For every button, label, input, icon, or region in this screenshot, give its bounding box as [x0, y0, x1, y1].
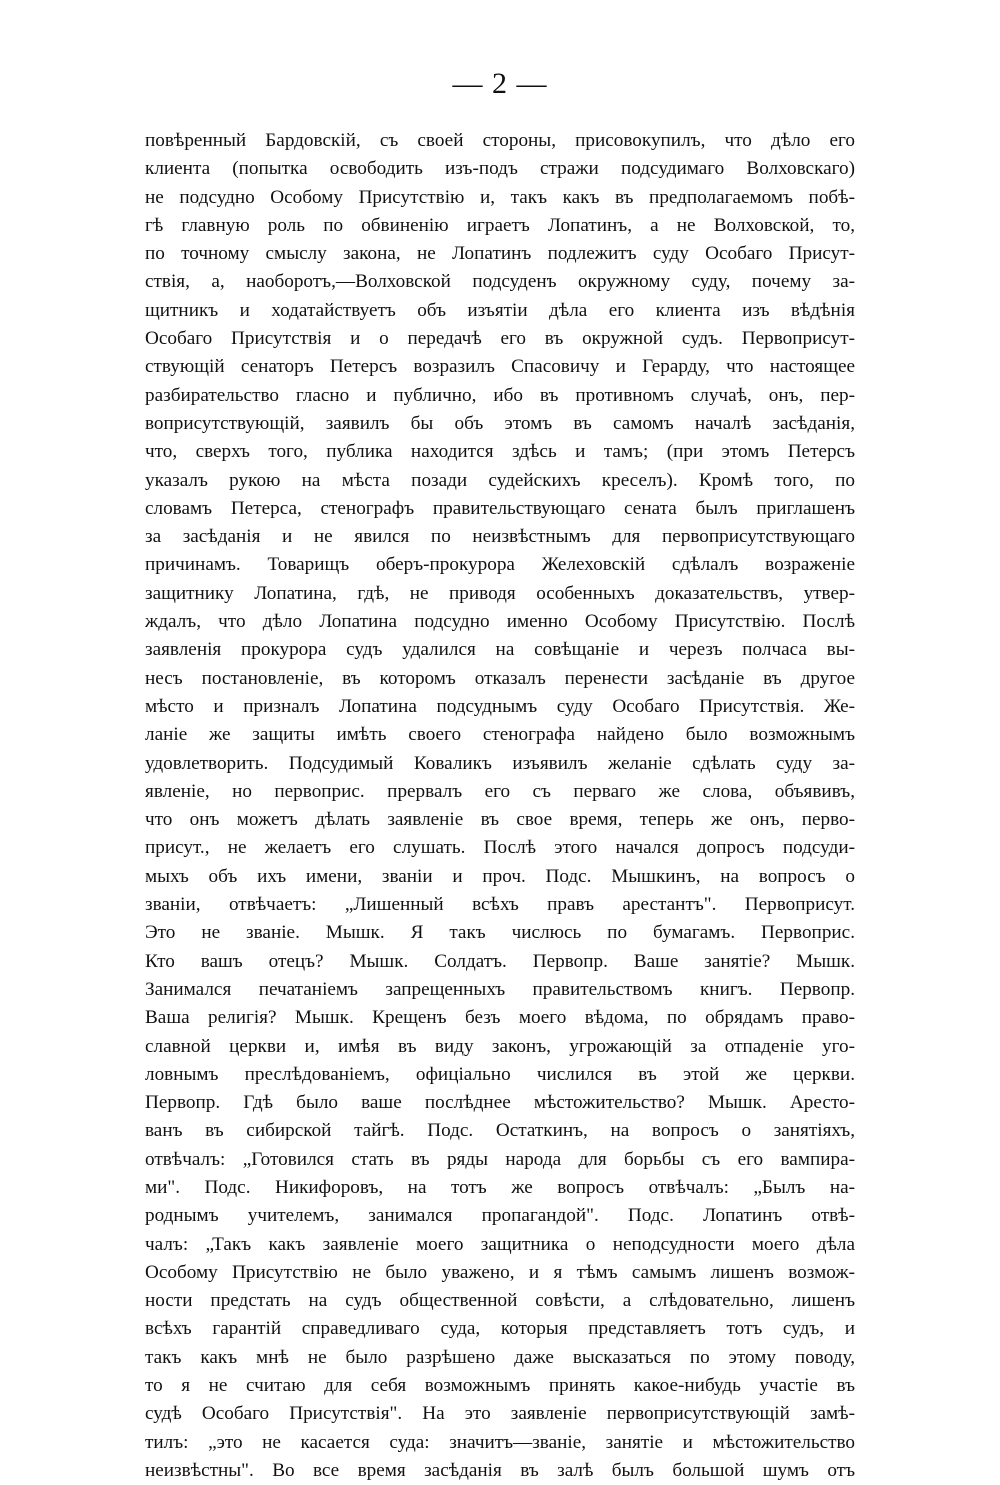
text-line-31: Занимался печатаніемъ запрещенныхъ правительствомъ книгъ. Первопр.	[145, 978, 855, 1000]
text-line-1: повѣренный Бардовскій, съ своей стороны, присовокупилъ, что дѣло его	[145, 130, 855, 151]
text-line-24: явленіе, но первоприс. прервалъ его съ перваго же слова, объявивъ,	[145, 780, 855, 802]
text-line-6: ствія, а, наоборотъ,—Волховской подсуденъ окружному суду, почему за-	[145, 271, 855, 293]
text-line-25: что онъ можетъ дѣлать заявленіе въ свое время, теперь же онъ, перво-	[145, 809, 855, 831]
text-line-28: званіи, отвѣчаетъ: „Лишенный всѣхъ правъ арестантъ". Первоприсут.	[145, 894, 855, 916]
text-line-15: за засѣданія и не явился по неизвѣстнымъ для первоприсутствующаго	[145, 526, 855, 548]
text-line-43: всѣхъ гарантій справедливаго суда, которыя представляетъ тотъ судъ, и	[145, 1318, 855, 1340]
text-line-41: Особому Присутствію не было уважено, и я тѣмъ самымъ лишенъ возмож-	[145, 1261, 855, 1283]
text-line-26: присут., не желаетъ его слушать. Послѣ этого начался допросъ подсуди-	[145, 837, 855, 859]
text-line-40: чалъ: „Такъ какъ заявленіе моего защитника о неподсудности моего дѣла	[145, 1233, 855, 1255]
text-line-16: причинамъ. Товарищъ оберъ-прокурора Желеховскій сдѣлалъ возраженіе	[145, 554, 855, 576]
text-line-5: по точному смыслу закона, не Лопатинъ подлежитъ суду Особаго Присут-	[145, 243, 855, 265]
text-line-44: такъ какъ мнѣ не было разрѣшено даже высказаться по этому поводу,	[145, 1346, 855, 1368]
text-line-32: Ваша религія? Мышк. Крещенъ безъ моего вѣдома, по обрядамъ право-	[145, 1007, 855, 1029]
text-line-47: тилъ: „это не касается суда: значитъ—званіе, занятіе и мѣстожительство	[145, 1431, 855, 1453]
text-line-39: роднымъ учителемъ, занимался пропагандой". Подс. Лопатинъ отвѣ-	[145, 1205, 855, 1227]
text-line-42: ности предстать на судъ общественной совѣсти, а слѣдовательно, лишенъ	[145, 1290, 855, 1312]
text-line-45: то я не считаю для себя возможнымъ принять какое-нибудь участіе въ	[145, 1375, 855, 1397]
body-text	[145, 127, 855, 1485]
text-line-9: ствующій сенаторъ Петерсъ возразилъ Спасовичу и Герарду, что настоящее	[145, 356, 855, 378]
text-line-48: неизвѣстны". Во все время засѣданія въ залѣ былъ большой шумъ отъ	[145, 1459, 855, 1481]
text-line-3: не подсудно Особому Присутствію и, такъ какъ въ предполагаемомъ побѣ-	[145, 186, 855, 208]
text-line-11: воприсутствующій, заявилъ бы объ этомъ въ самомъ началѣ засѣданія,	[145, 412, 855, 434]
text-line-19: заявленія прокурора судъ удалился на совѣщаніе и черезъ полчаса вы-	[145, 639, 855, 661]
text-line-20: несъ постановленіе, въ которомъ отказалъ перенести засѣданіе въ другое	[145, 667, 855, 689]
text-line-22: ланіе же защиты имѣть своего стенографа найдено было возможнымъ	[145, 724, 855, 746]
text-line-4: гѣ главную роль по обвиненію играетъ Лопатинъ, а не Волховской, то,	[145, 214, 855, 236]
text-line-27: мыхъ объ ихъ имени, званіи и проч. Подс. Мышкинъ, на вопросъ о	[145, 865, 855, 887]
text-line-37: отвѣчалъ: „Готовился стать въ ряды народа для борьбы съ его вампира-	[145, 1148, 855, 1170]
text-line-12: что, сверхъ того, публика находится здѣсь и тамъ; (при этомъ Петерсъ	[145, 441, 855, 463]
page-number: — 2 —	[452, 67, 548, 100]
text-line-30: Кто вашъ отецъ? Мышк. Солдатъ. Первопр. Ваше занятіе? Мышк.	[145, 950, 855, 972]
text-line-36: ванъ въ сибирской тайгѣ. Подс. Остаткинъ, на вопросъ о занятіяхъ,	[145, 1120, 855, 1142]
text-line-34: ловнымъ преслѣдованіемъ, офиціально числился въ этой же церкви.	[145, 1063, 855, 1085]
text-line-35: Первопр. Гдѣ было ваше послѣднее мѣстожительство? Мышк. Аресто-	[145, 1092, 855, 1114]
text-line-38: ми". Подс. Никифоровъ, на тотъ же вопросъ отвѣчалъ: „Былъ на-	[145, 1176, 855, 1198]
text-line-46: судѣ Особаго Присутствія". На это заявленіе первоприсутствующій замѣ-	[145, 1403, 855, 1425]
text-line-10: разбирательство гласно и публично, ибо въ противномъ случаѣ, онъ, пер-	[145, 384, 855, 406]
text-line-8: Особаго Присутствія и о передачѣ его въ окружной судъ. Первоприсут-	[145, 328, 855, 350]
text-line-7: щитникъ и ходатайствуетъ объ изъятіи дѣла его клиента изъ вѣдѣнія	[145, 299, 855, 321]
text-line-23: удовлетворить. Подсудимый Коваликъ изъявилъ желаніе сдѣлать суду за-	[145, 752, 855, 774]
text-line-17: защитнику Лопатина, гдѣ, не приводя особенныхъ доказательствъ, утвер-	[145, 582, 855, 604]
text-line-21: мѣсто и призналъ Лопатина подсуднымъ суду Особаго Присутствія. Же-	[145, 695, 855, 717]
text-line-18: ждалъ, что дѣло Лопатина подсудно именно Особому Присутствію. Послѣ	[145, 611, 855, 633]
text-line-14: словамъ Петерса, стенографъ правительствующаго сената былъ приглашенъ	[145, 497, 855, 519]
text-line-33: славной церкви и, имѣя въ виду законъ, угрожающій за отпаденіе уго-	[145, 1035, 855, 1057]
text-line-29: Это не званіе. Мышк. Я такъ числюсь по бумагамъ. Первоприс.	[145, 922, 855, 944]
text-line-2: клиента (попытка освободить изъ-подъ стражи подсудимаго Волховскаго)	[145, 158, 855, 180]
text-line-13: указалъ рукою на мѣста позади судейскихъ креселъ). Кромѣ того, по	[145, 469, 855, 491]
